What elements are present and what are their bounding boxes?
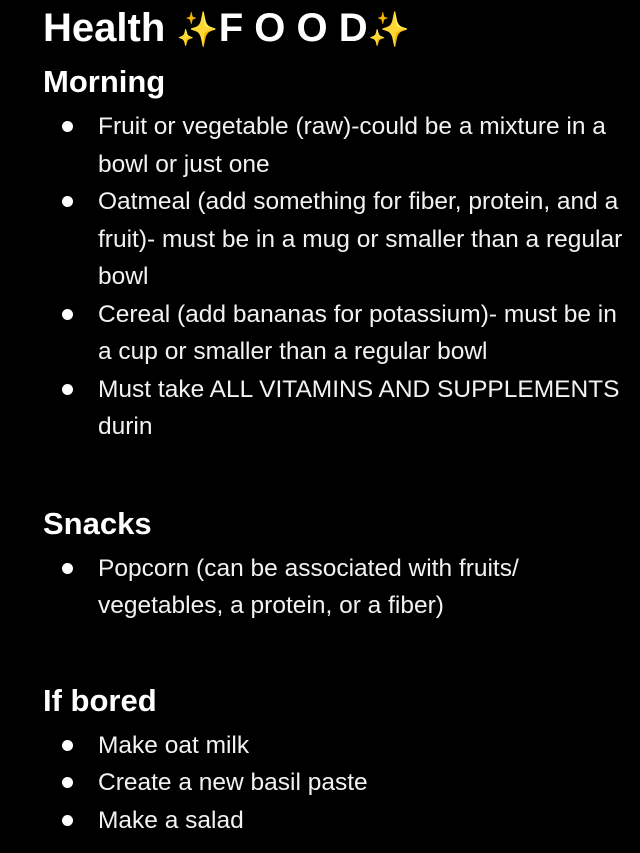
- section-heading-if-bored[interactable]: If bored: [43, 682, 157, 718]
- section-heading-snacks[interactable]: Snacks: [43, 505, 152, 541]
- title-text: Health: [43, 6, 166, 50]
- list-item-text: Fruit or vegetable (raw)-could be a mixture in a bowl or just one: [98, 113, 606, 178]
- list-item-text: Make oat milk: [98, 731, 250, 759]
- bullet-icon: [62, 121, 73, 132]
- section-heading-morning[interactable]: Morning: [43, 64, 166, 99]
- list-item[interactable]: [43, 550, 633, 625]
- sparkle-icon: ✨: [176, 11, 219, 49]
- bullet-icon: [62, 563, 73, 574]
- note-title[interactable]: [43, 0, 633, 58]
- list-item-text: Oatmeal (add something for fiber, protein, and a fruit)- must be in a mug or smaller than a regular bowl: [98, 188, 623, 290]
- list-item-text: Create a new basil paste: [98, 769, 368, 796]
- bullet-icon: [62, 815, 73, 826]
- bullet-icon: [62, 196, 73, 207]
- list-item[interactable]: [43, 371, 633, 446]
- snacks-list: [43, 550, 633, 625]
- if-bored-list: [43, 727, 633, 840]
- bullet-icon: [62, 740, 73, 751]
- list-item[interactable]: [43, 727, 633, 765]
- list-item[interactable]: [43, 764, 633, 802]
- list-item-text: Popcorn (can be associated with fruits/ vegetables, a protein, or a fiber): [98, 554, 519, 619]
- list-item-text: Must take ALL VITAMINS AND SUPPLEMENTS durin: [98, 375, 620, 440]
- list-item[interactable]: [43, 296, 633, 371]
- list-item[interactable]: [43, 802, 633, 840]
- list-item[interactable]: [43, 108, 633, 183]
- bullet-icon: [62, 777, 73, 788]
- note-content: [43, 0, 633, 839]
- title-food: F O O D: [218, 6, 368, 50]
- morning-list: [43, 108, 633, 446]
- sparkle-icon: ✨: [367, 11, 410, 49]
- list-item-text: Cereal (add bananas for potassium)- must be in a cup or smaller than a regular bowl: [98, 300, 617, 365]
- bullet-icon: [62, 309, 73, 320]
- list-item-text: Make a salad: [98, 806, 244, 834]
- list-item[interactable]: [43, 183, 633, 296]
- bullet-icon: [62, 384, 73, 395]
